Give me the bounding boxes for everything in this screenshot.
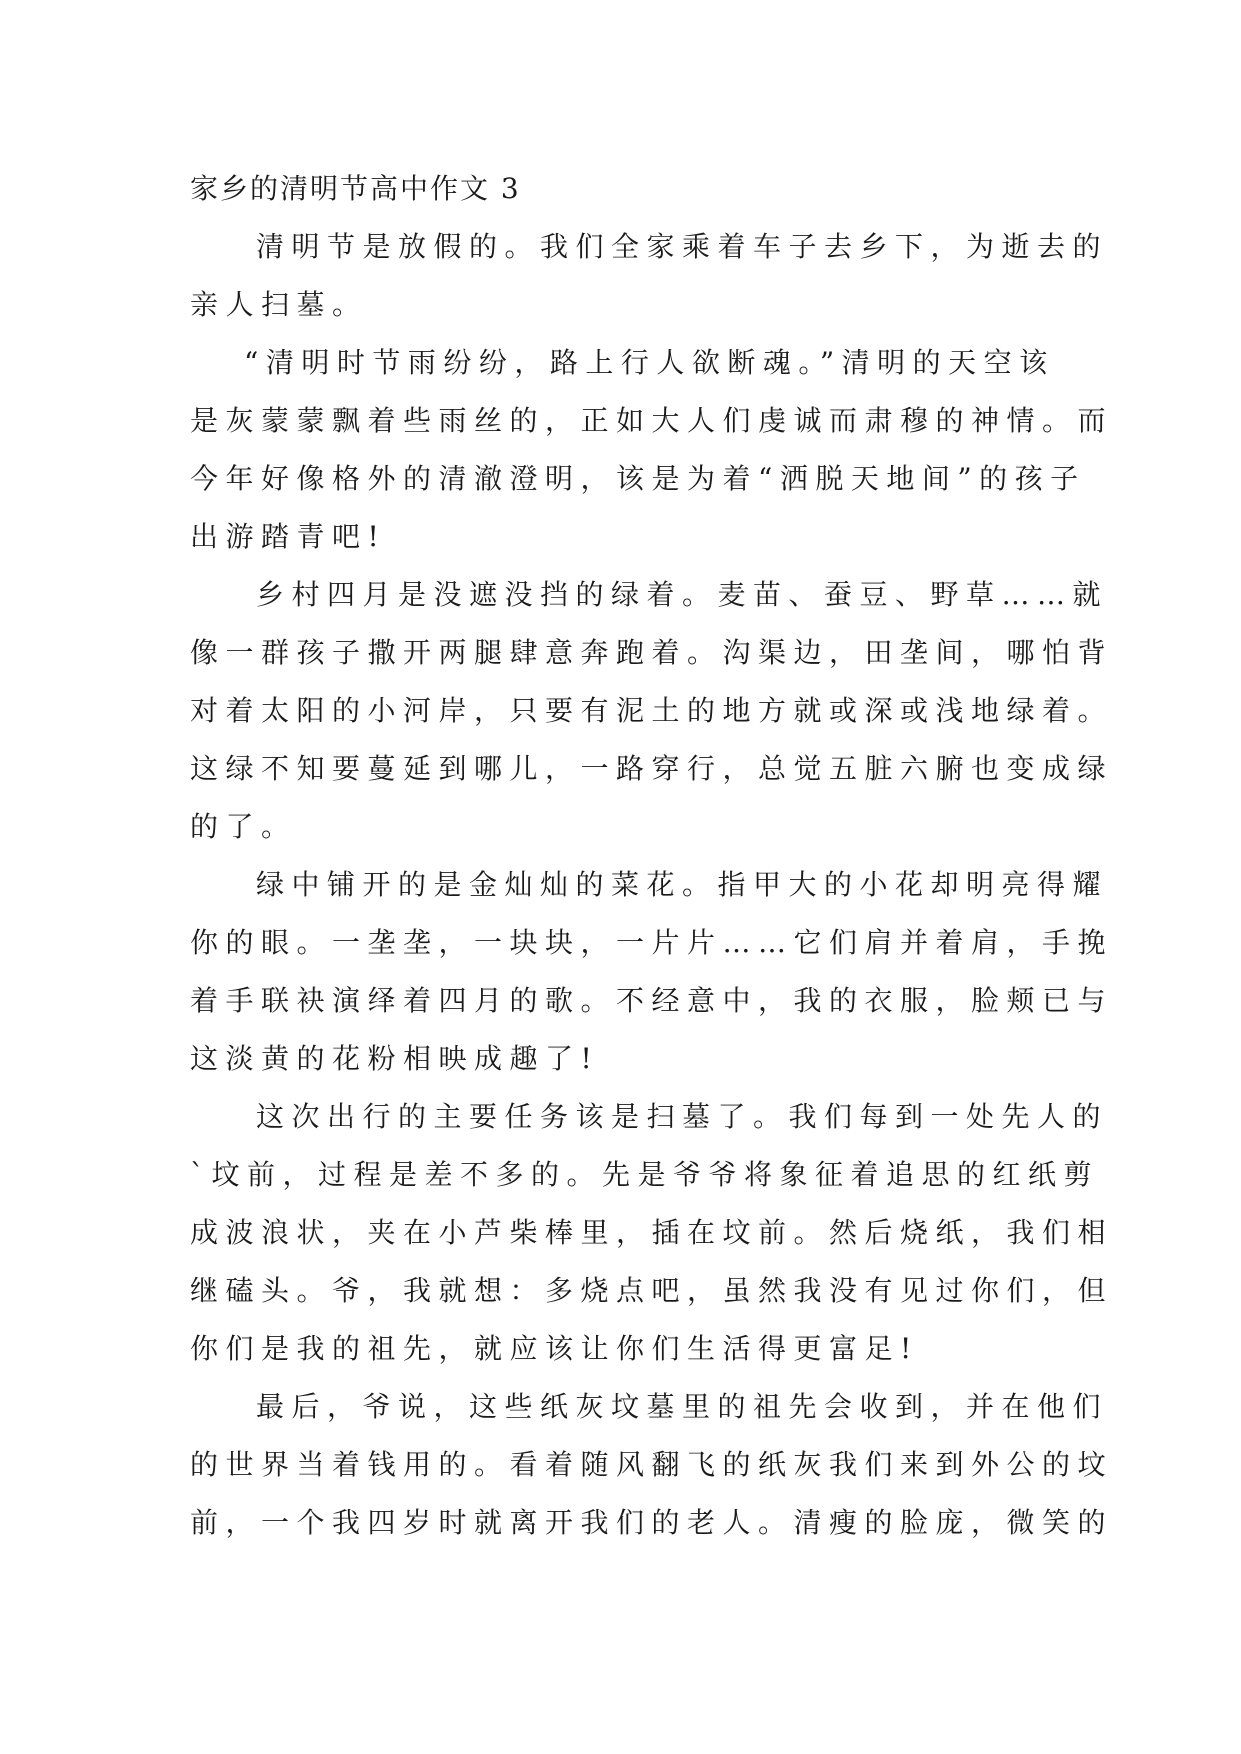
- text-line: 这次出行的主要任务该是扫墓了。我们每到一处先人的: [256, 1100, 1109, 1133]
- text-line: 是灰蒙蒙飘着些雨丝的，正如大人们虔诚而肃穆的神情。而: [190, 404, 1114, 437]
- paragraph-4: [190, 856, 1114, 1088]
- paragraph-3: [190, 566, 1114, 856]
- text-line: 的了。: [190, 810, 297, 843]
- text-line: 对着太阳的小河岸，只要有泥土的地方就或深或浅地绿着。: [190, 694, 1114, 727]
- text-line: 你的眼。一垄垄，一块块，一片片……它们肩并着肩，手挽: [190, 926, 1114, 959]
- text-line: 像一群孩子撒开两腿肆意奔跑着。沟渠边，田垄间，哪怕背: [190, 636, 1114, 669]
- text-line: 清明节是放假的。我们全家乘着车子去乡下，为逝去的: [256, 230, 1109, 263]
- paragraph-6: [190, 1378, 1114, 1552]
- text-line: `坟前，过程是差不多的。先是爷爷将象征着追思的红纸剪: [190, 1158, 1100, 1191]
- text-line: 乡村四月是没遮没挡的绿着。麦苗、蚕豆、野草……就: [256, 578, 1109, 611]
- paragraph-1: [190, 218, 1109, 334]
- text-line: 亲人扫墓。: [190, 288, 368, 321]
- text-line: 你们是我的祖先，就应该让你们生活得更富足!: [190, 1332, 919, 1365]
- text-line: 绿中铺开的是金灿灿的菜花。指甲大的小花却明亮得耀: [256, 868, 1109, 901]
- document-title: 家乡的清明节高中作文 3: [190, 172, 521, 205]
- text-line: “清明时节雨纷纷，路上行人欲断魂。”清明的天空该: [244, 346, 1055, 379]
- text-line: 这绿不知要蔓延到哪儿，一路穿行，总觉五脏六腑也变成绿: [190, 752, 1114, 785]
- document-body: [190, 160, 1114, 1552]
- text-line: 的世界当着钱用的。看着随风翻飞的纸灰我们来到外公的坟: [190, 1448, 1114, 1481]
- text-line: 着手联袂演绎着四月的歌。不经意中，我的衣服，脸颊已与: [190, 984, 1114, 1017]
- text-line: 前，一个我四岁时就离开我们的老人。清瘦的脸庞，微笑的: [190, 1506, 1114, 1539]
- text-line: 成波浪状，夹在小芦柴棒里，插在坟前。然后烧纸，我们相: [190, 1216, 1114, 1249]
- paragraph-2: [190, 334, 1114, 566]
- text-line: 这淡黄的花粉相映成趣了!: [190, 1042, 600, 1075]
- text-line: 继磕头。爷，我就想：多烧点吧，虽然我没有见过你们，但: [190, 1274, 1114, 1307]
- text-line: 最后，爷说，这些纸灰坟墓里的祖先会收到，并在他们: [256, 1390, 1109, 1423]
- paragraph-5: [190, 1088, 1114, 1378]
- text-line: 今年好像格外的清澈澄明，该是为着“洒脱天地间”的孩子: [190, 462, 1086, 495]
- text-line: 出游踏青吧!: [190, 520, 387, 553]
